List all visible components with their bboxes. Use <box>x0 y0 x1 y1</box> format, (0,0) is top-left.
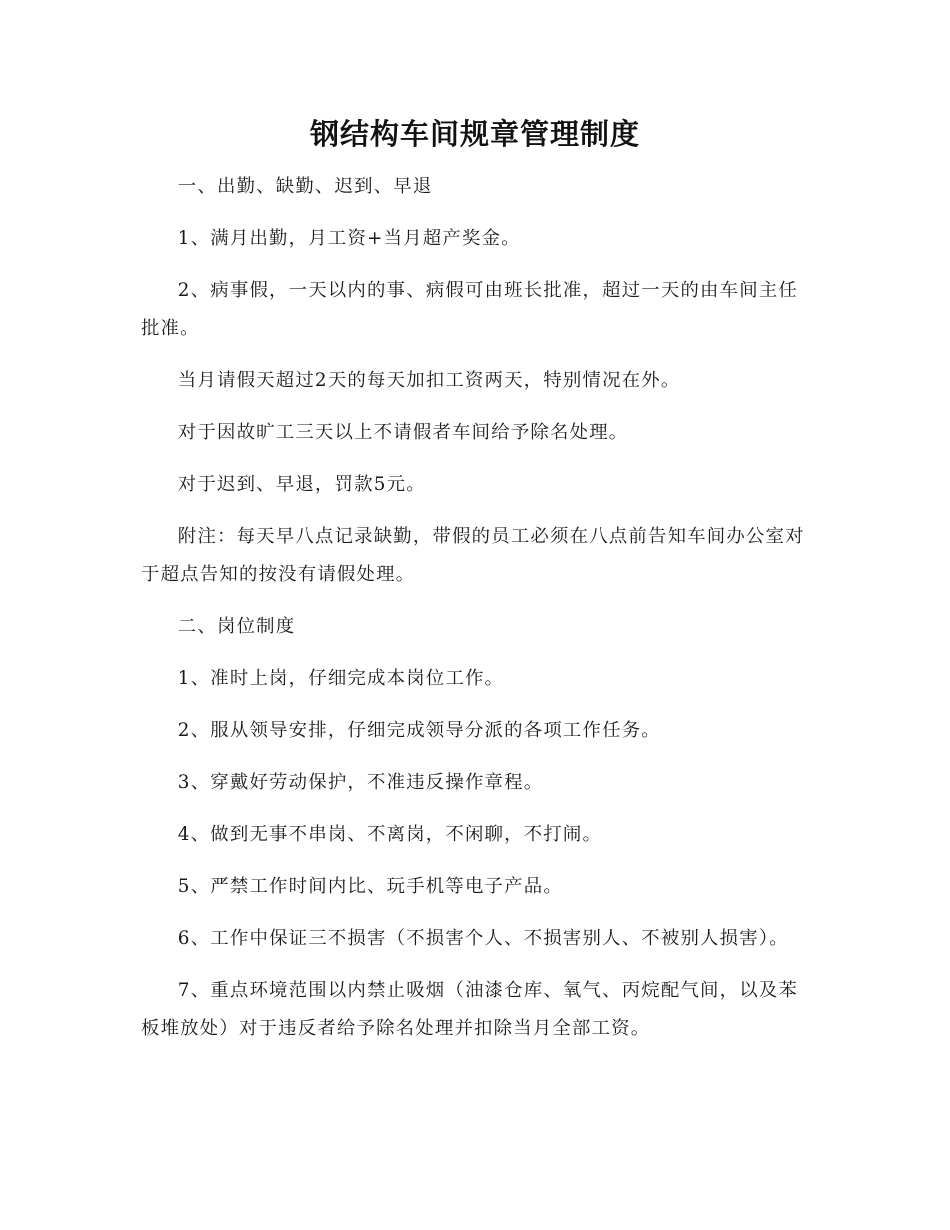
document-title: 钢结构车间规章管理制度 <box>309 117 640 151</box>
paragraph-rule-4: 4、做到无事不串岗、不离岗，不闲聊，不打闹。 <box>177 824 603 845</box>
document-body <box>141 168 813 1048</box>
paragraph-rule-7: 7、重点环境范围以内禁止吸烟（油漆仓库、氧气、丙烷配气间，以及苯板堆放处）对于违反者给予除名处理并扣除当月全部工资。 <box>141 980 799 1039</box>
paragraph-full-attendance: 1、满月出勤，月工资+当月超产奖金。 <box>177 228 521 249</box>
paragraph-leave-deduction: 当月请假天超过2天的每天加扣工资两天，特别情况在外。 <box>177 370 681 391</box>
paragraph-sick-leave: 2、病事假，一天以内的事、病假可由班长批准，超过一天的由车间主任批准。 <box>141 280 799 339</box>
paragraph-late-early: 对于迟到、早退，罚款5元。 <box>177 474 426 495</box>
section-heading-post-rules: 二、岗位制度 <box>177 616 296 637</box>
paragraph-note: 附注：每天早八点记录缺勤，带假的员工必须在八点前告知车间办公室对于超点告知的按没有请假处理。 <box>141 526 805 585</box>
paragraph-absenteeism: 对于因故旷工三天以上不请假者车间给予除名处理。 <box>177 422 629 443</box>
paragraph-rule-2: 2、服从领导安排，仔细完成领导分派的各项工作任务。 <box>177 720 661 741</box>
paragraph-rule-5: 5、严禁工作时间内比、玩手机等电子产品。 <box>177 876 563 897</box>
paragraph-rule-1: 1、准时上岗，仔细完成本岗位工作。 <box>177 668 505 689</box>
paragraph-rule-3: 3、穿戴好劳动保护，不准违反操作章程。 <box>177 772 544 793</box>
section-heading-attendance: 一、出勤、缺勤、迟到、早退 <box>177 176 433 197</box>
paragraph-rule-6: 6、工作中保证三不损害（不损害个人、不损害别人、不被别人损害）。 <box>177 928 789 949</box>
